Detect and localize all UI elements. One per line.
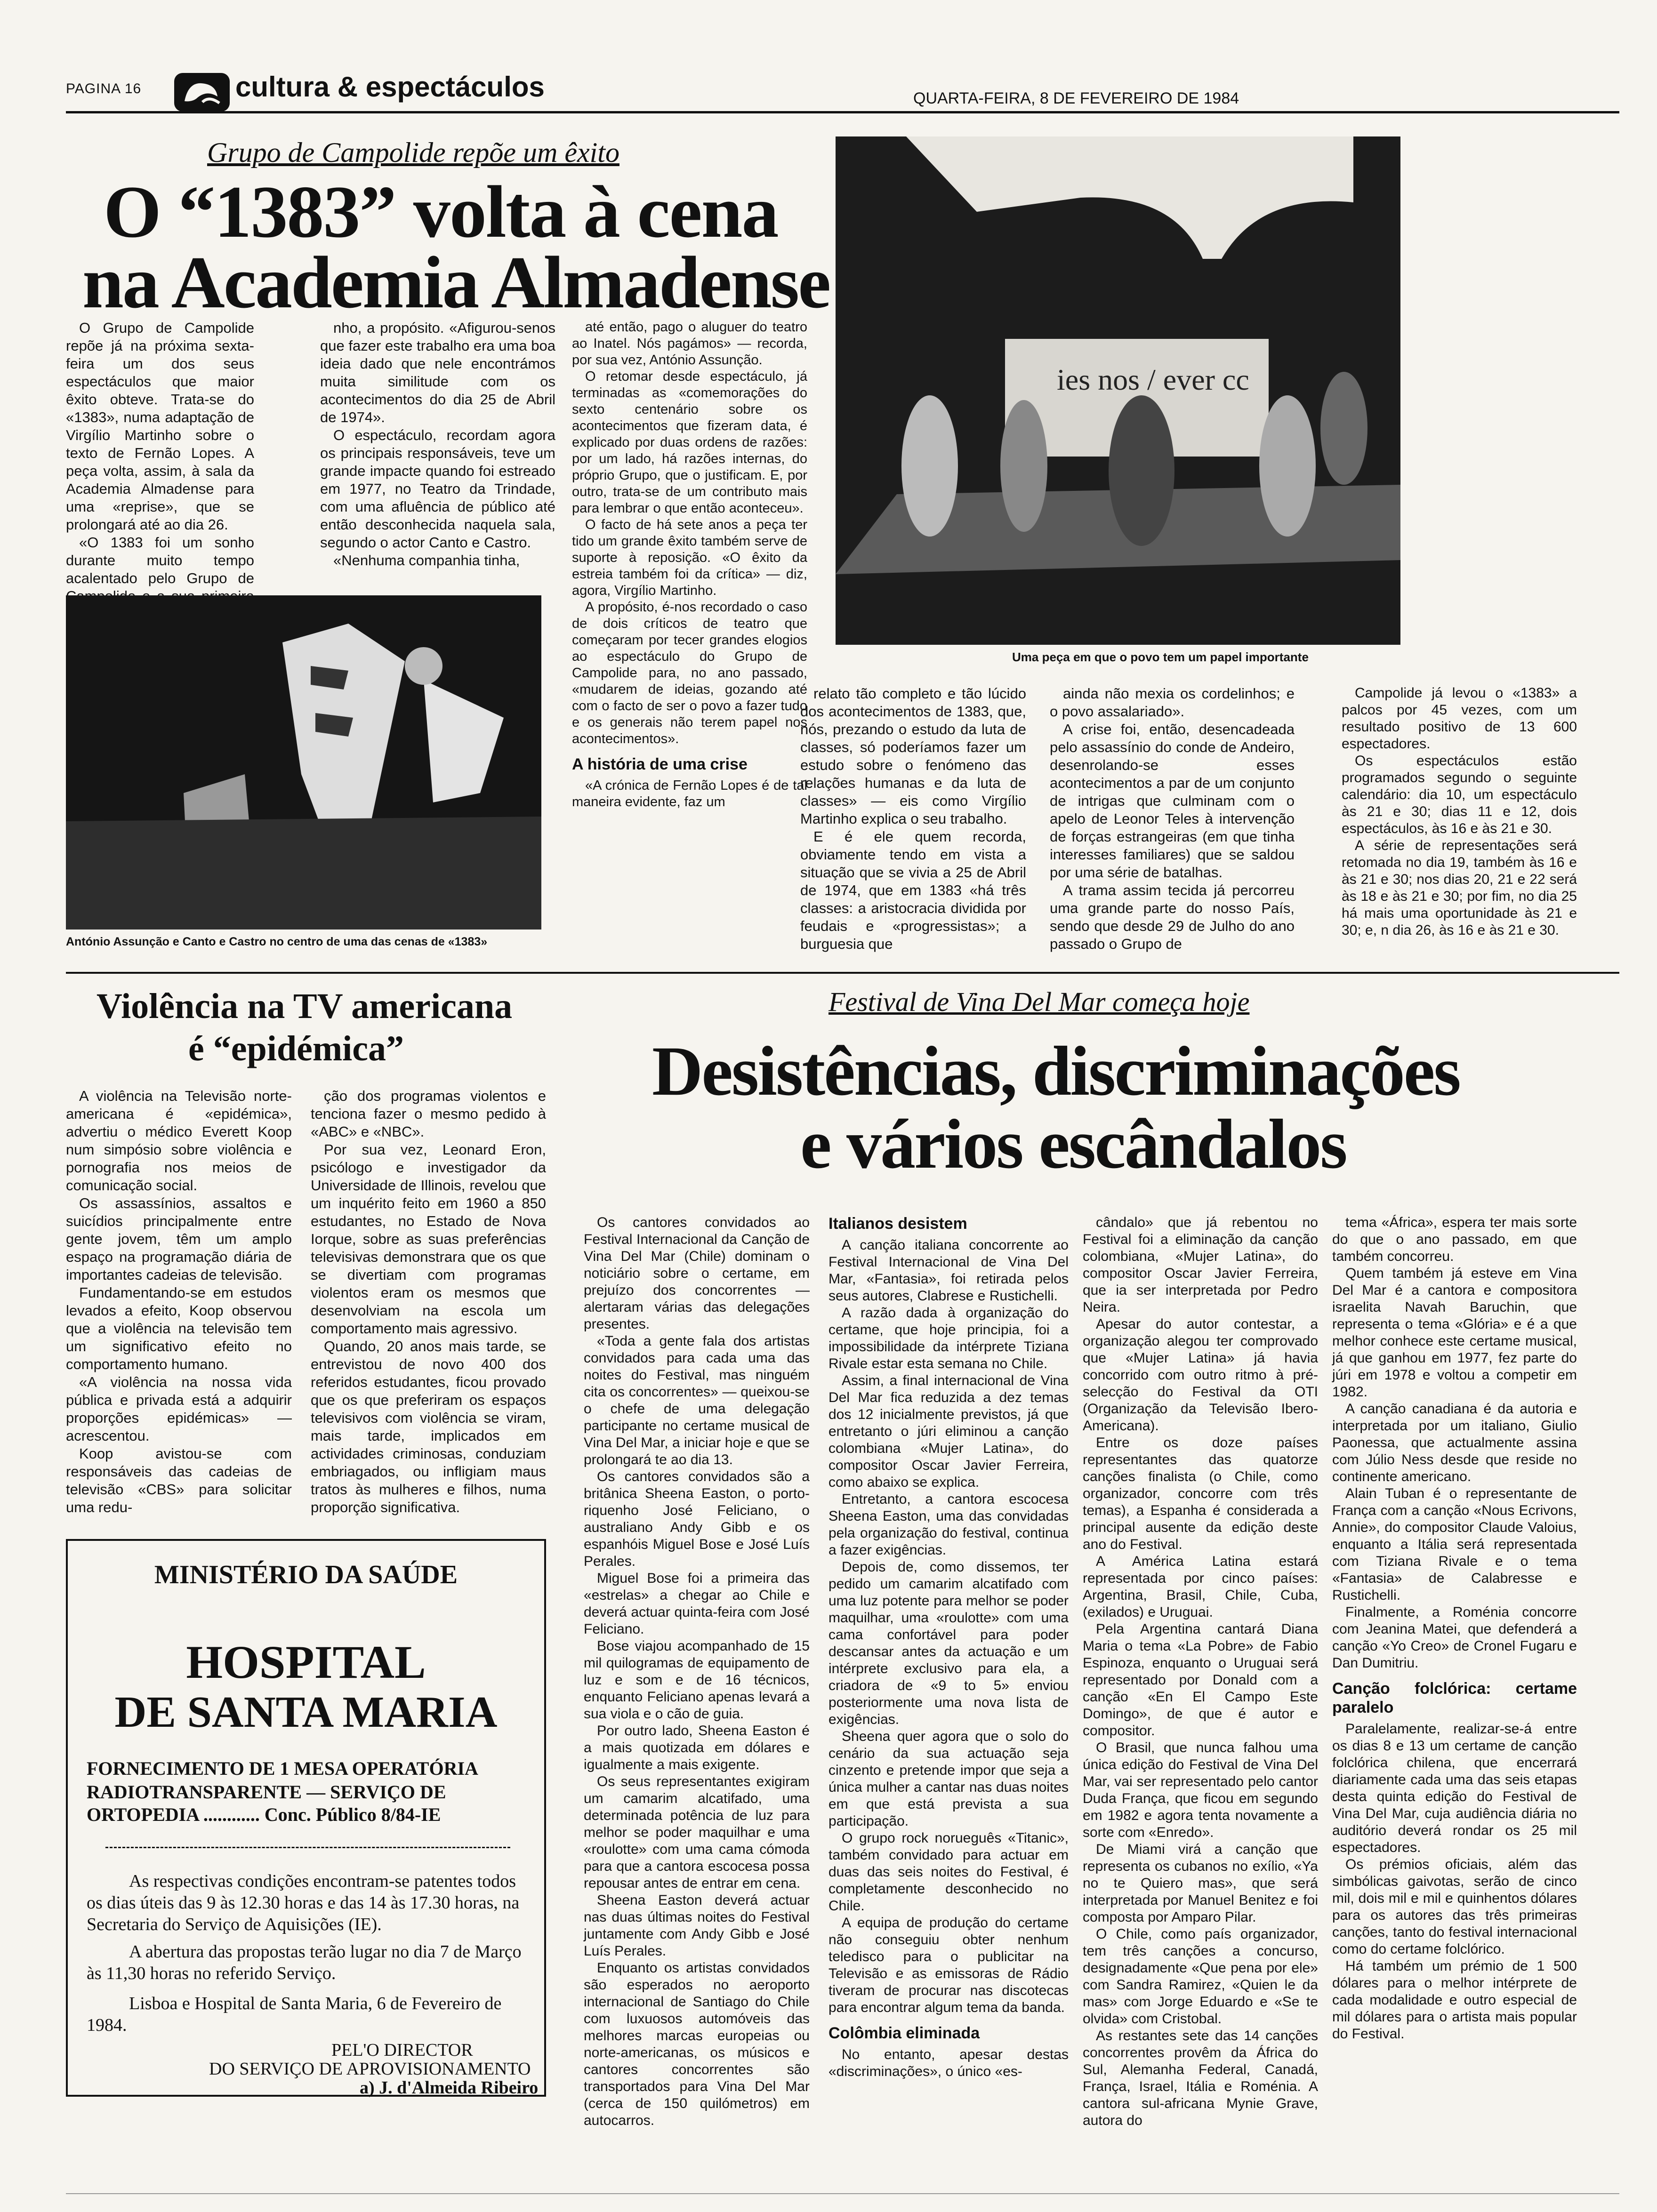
paragraph: A canção canadiana é da autoria e interpretada por um italiano, Giulio Paonessa, que actualmente assina com Júlio Ness desde que reside no continente americano. [1332,1401,1577,1484]
paragraph: Quem também já esteve em Vina Del Mar é a cantora e compositora israelita Navah Baruchin, que representa o tema «Glória» e é a que melhor conhece este certame musical, já que ganhou em 1977, fez parte do júri em 1978 e voltou a competir em 1982. [1332,1266,1577,1400]
issue-date: QUARTA-FEIRA, 8 DE FEVEREIRO DE 1984 [913,89,1239,107]
ad-hospital-line2: DE SANTA MARIA [114,1688,498,1737]
article1-column-5 [1050,685,1295,953]
paragraph: Campolide já levou o «1383» a palcos por 45 vezes, com um resultado positivo de 13 600 espectadores. [1342,685,1577,752]
paragraph: A propósito, é-nos recordado o caso de dois críticos de teatro que começaram por tecer grandes elogios ao espectáculo do Grupo de Campolide para, no ano passado, «mudarem de ideias, gozando até com o facto de ser o povo a fazer tudo e os generais não terem papel nos acontecimentos». [572,600,807,746]
header-rule [66,111,1619,113]
paragraph: Os espectáculos estão programados segundo o seguinte calendário: dia 10, um espectáculo às 21 e 30; dias 11 e 12, dois espectáculos, às 16 e às 21 e 30. [1342,753,1577,836]
paragraph: Entretanto, a cantora escocesa Sheena Easton, uma das convidadas pela organização do festival, continua a fazer exigências. [828,1491,1069,1558]
ad-place-date: Lisboa e Hospital de Santa Maria, 6 de Fevereiro de 1984. [87,1994,502,2035]
newspaper-logo-icon [174,73,230,112]
paragraph: A América Latina estará representada por cinco países: Argentina, Brasil, Chile, Cuba, (exilados) e Uruguai. [1083,1554,1318,1620]
article3-column-2 [828,1214,1069,2080]
paragraph: Pela Argentina cantará Diana Maria o tema «La Pobre» de Fabio Espinoza, enquanto o Uruguai será representado por Donald com a canção «En El Campo Este Domingo», de que é autor e compositor. [1083,1621,1318,1739]
paragraph: Enquanto os artistas convidados são esperados no aeroporto internacional de Santiago do Chile com luxuosos automóveis das melhores marcas europeias ou norte-americanas, os músicos e cantores concorrentes são transportados para Vina Del Mar (cerca de 150 quilómetros) em autocarros. [584,1960,810,2128]
paragraph: O espectáculo, recordam agora os principais responsáveis, teve um grande impacte quando foi estreado em 1977, no Teatro da Trindade, com uma afluência de público até então desconhecida naquela sala, segundo o actor Canto e Castro. [320,427,555,551]
ad-line2: RADIOTRANSPARENTE — SERVIÇO DE ORTOPEDIA ............ Conc. Público 8/84-IE [87,1781,446,1825]
article3-subhead-1: Italianos desistem [828,1215,967,1233]
photo-sign-text: ies nos / ever cc [1057,363,1249,396]
paragraph: Sheena Easton deverá actuar nas duas últimas noites do Festival juntamente com Andy Gibb e José Luís Perales. [584,1892,810,1959]
article1-column-4 [800,685,1026,953]
article2-column-2 [311,1087,546,1516]
article3-subhead-3: Canção folclórica: certame paralelo [1332,1680,1577,1716]
paragraph: A violência na Televisão norte-americana é «epidémica», advertiu o médico Everett Koop num simpósio sobre violência e pornografia nos meios de comunicação social. [66,1088,292,1194]
paragraph: «A crónica de Fernão Lopes é de tal maneira evidente, faz um [572,778,807,809]
paragraph: até então, pago o aluguer do teatro ao Inatel. Nós pagámos» — recorda, por sua vez, António Assunção. [572,320,807,368]
hospital-ad-box [66,1539,546,2097]
ad-signature-2: DO SERVIÇO DE APROVISIONAMENTO [209,2059,531,2079]
paragraph: Os seus representantes exigiram um camarim alcatifado, uma determinada potência de luz para melhor se poder maquilhar e uma «roulotte» com uma cama cómoda para que a cantora escocesa possa repousar antes de entrar em cena. [584,1774,810,1891]
paragraph: A razão dada à organização do certame, que hoje principia, foi a impossibilidade da intérprete Tiziana Rivale estar esta semana no Chile. [828,1305,1069,1371]
paragraph: Bose viajou acompanhado de 15 mil quilogramas de equipamento de luz e som e de 16 técnicos, enquanto Feliciano apenas levará a sua viola e o cão de guia. [584,1638,810,1722]
paragraph: Koop avistou-se com responsáveis das cadeias de televisão «CBS» para solicitar uma redu- [66,1445,292,1515]
paragraph: Os cantores convidados ao Festival Internacional da Canção de Vina Del Mar (Chile) dominam o noticiário sobre o certame, em prejuízo dos concorrentes — alertaram várias das delegações presentes. [584,1215,810,1332]
paragraph: De Miami virá a canção que representa os cubanos no exílio, «Ya no te Quiero mas», que será interpretada por Manuel Benitez e foi composta por Amparo Pilar. [1083,1842,1318,1925]
paragraph: A equipa de produção do certame não conseguiu obter nenhum teledisco para o publicitar na Televisão e as emissoras de Rádio tiveram de procurar nas discotecas para encontrar algum tema da banda. [828,1915,1069,2015]
paragraph: O Brasil, que nunca falhou uma única edição do Festival de Vina Del Mar, vai ser representado pelo cantor Duda França, que ficou em segundo em 1982 e agora tenta novamente a sorte com «Enredo». [1083,1740,1318,1840]
stage-photo-left [66,595,541,930]
paragraph: nho, a propósito. «Afigurou-senos que fazer este trabalho era uma boa ideia dado que nele encontrámos muita similitude com os acontecimentos do dia 25 de Abril de 1974». [320,320,555,425]
ad-divider [105,1847,510,1848]
article1-column-2 [320,319,555,569]
photo-top-caption: Uma peça em que o povo tem um papel importante [1012,650,1309,664]
paragraph: O retomar desde espectáculo, já terminadas as «comemorações do sexto centenário sobre os acontecimentos que fizeram data, é explicado por duas ordens de razões: por um lado, há razões internas, do próprio Grupo, que o justificam. E, por outro, trata-se de um contributo mais para lembrar o que então aconteceu». [572,369,807,516]
paragraph: tema «África», espera ter mais sorte do que o ano passado, em que também concorreu. [1332,1215,1577,1264]
paragraph: relato tão completo e tão lúcido dos acontecimentos de 1383, que, nós, prezando o estudo da luta de classes, só poderíamos fazer um estudo sobre o fenómeno das relações humanas e da luta de classes» — eis como Virgílio Martinho explica o seu trabalho. [800,685,1026,827]
article2-title-line2: é “epidémica” [188,1029,404,1068]
article1-title-line1: O “1383” volta à cena [104,171,778,253]
paragraph: Por outro lado, Sheena Easton é a mais quotizada em dólares e igualmente a mais exigente. [584,1723,810,1772]
paragraph: Os prémios oficiais, além das simbólicas gaivotas, serão de cinco mil, dois mil e mil e quinhentos dólares para os autores das três primeiras canções, tanto do festival internacional como do certame folclórico. [1332,1857,1577,1957]
paragraph: Quando, 20 anos mais tarde, se entrevistou de novo 400 dos referidos estudantes, ficou provado que os que preferiram os espaços televisivos com violência se viram, mais tarde, implicados em actividades criminosas, conduziam embriagados, ou infligiam maus tratos às mulheres e filhos, numa proporção significativa. [311,1338,546,1515]
paragraph: Depois de, como dissemos, ter pedido um camarim alcatifado com uma luz potente para melhor se poder maquilhar, uma «roulotte» com uma cama confortável para poder descansar antes da actuação e um intérprete exclusivo para ela, a criadora de «9 to 5» enviou posteriormente uma nova lista de exigências. [828,1559,1069,1727]
paragraph: «Nenhuma companhia tinha, [333,552,520,569]
paragraph: O facto de há sete anos a peça ter tido um grande êxito também serve de suporte à reposição. «O êxito da estreia também foi da crítica» — diz, agora, Virgílio Martinho. [572,517,807,598]
paragraph: Por sua vez, Leonard Eron, psicólogo e investigador da Universidade de Illinois, revelou que um inquérito feito em 1960 a 850 estudantes, no Estado de Nova Iorque, sobre as suas preferências televisivas demonstrara que os que se divertiam com programas violentos eram os mesmos que desenvolviam na escola um comportamento mais agressivo. [311,1141,546,1337]
article3-column-1 [584,1214,810,2129]
paragraph: O grupo rock norueguês «Titanic», também convidado para actuar em duas das seis noites do Festival, é completamente desconhecido no Chile. [828,1830,1069,1914]
ad-signature-3: a) J. d'Almeida Ribeiro [360,2078,539,2098]
paragraph: A canção italiana concorrente ao Festival Internacional de Vina Del Mar, «Fantasia», foi retirada pelos seus autores, Clabrese e Rustichelli. [828,1237,1069,1304]
article1-title-line2: na Academia Almadense [82,241,830,324]
paragraph: Assim, a final internacional de Vina Del Mar fica reduzida a dez temas dos 12 inicialmente previstos, já que entretanto o júri eliminou a canção colombiana «Mujer Latina», do compositor Oscar Javier Ferreira, como abaixo se explica. [828,1373,1069,1490]
paragraph: Entre os doze países representantes das quatorze canções finalista (o Chile, como organizador, concorre com três temas), a Espanha é considerada a principal ausente da edição deste ano do Festival. [1083,1435,1318,1552]
paragraph: A trama assim tecida já percorreu uma grande parte do nosso País, sendo que desde 29 de Julho do ano passado o Grupo de [1050,882,1295,952]
paragraph: Fundamentando-se em estudos levados a efeito, Koop observou que a violência na televisão tem um significativo efeito no comportamento humano. [66,1284,292,1372]
article2-title-line1: Violência na TV americana [97,986,513,1026]
paragraph: «Toda a gente fala dos artistas convidados para cada uma das noites do Festival, mas ninguém cita os concorrentes» — queixou-se o chefe de uma delegação participante no certame musical de Vina Del Mar, a iniciar hoje e que se prolongará te ao dia 13. [584,1333,810,1467]
paragraph: Os cantores convidados são a britânica Sheena Easton, o porto-riquenho José Feliciano, o australiano Andy Gibb e os espanhóis Miguel Bose e José Luís Perales. [584,1469,810,1569]
ad-signature-1: PEL'O DIRECTOR [331,2040,473,2060]
ad-hospital-line1: HOSPITAL [186,1636,426,1688]
paragraph: Paralelamente, realizar-se-á entre os dias 8 e 13 um certame de canção folclórica chilena, que encerrará diariamente cada uma das seis etapas desta quinta edição do Festival de Vina Del Mar, cuja audiência diária no auditório deverá rondar os 25 mil espectadores. [1332,1721,1577,1855]
article3-title-line1: Desistências, discriminações [652,1032,1460,1110]
paragraph: Apesar do autor contestar, a organização alegou ter comprovado que «Mujer Latina» já havia concorrido com outro ritmo à pré-selecção do Festival da OTI (Organização da Televisão Ibero-Americana). [1083,1316,1318,1434]
paragraph: O Chile, como país organizador, tem três canções a concurso, designadamente «Que pena por ele» com Sandra Ramirez, «Quien le da mas» com Jorge Eduardo e «Se te olvida» com Cristobal. [1083,1926,1318,2027]
paragraph: Os assassínios, assaltos e suicídios principalmente entre gente jovem, têm um amplo espaço na programação diária de importantes cadeias de televisão. [66,1195,292,1283]
paragraph: ção dos programas violentos e tenciona fazer o mesmo pedido à «ABC» e «NBC». [311,1088,546,1140]
ad-para2: A abertura das propostas terão lugar no dia 7 de Março às 11,30 horas no referido Serviço. [87,1942,522,1983]
paragraph: O Grupo de Campolide repõe já na próxima sexta-feira um dos seus espectáculos que maior êxito obteve. Trata-se do «1383», numa adaptação de Virgílio Martinho sobre o texto de Fernão Lopes. A peça volta, assim, à sala da Academia Almadense para uma «reprise», que se prolongará até ao dia 26. [66,320,254,533]
paragraph: Miguel Bose foi a primeira das «estrelas» a chegar ao Chile e deverá actuar quinta-feira com José Feliciano. [584,1571,810,1637]
stage-photo-top [836,136,1400,645]
photo-left-caption: António Assunção e Canto e Castro no centro de uma das cenas de «1383» [66,935,488,948]
article1-column-3 [572,319,807,810]
article1-column-6 [1342,685,1577,939]
article3-subhead-2: Colômbia eliminada [828,2024,980,2042]
paragraph: cândalo» que já rebentou no Festival foi a eliminação da canção colombiana, «Mujer Latina», do compositor Oscar Javier Ferreira, que ia ser interpretada por Pedro Neira. [1083,1215,1318,1315]
paragraph: No entanto, apesar destas «discriminações», o único «es- [828,2047,1069,2079]
section-divider [66,972,1619,974]
paragraph: ainda não mexia os cordelinhos; e o povo assalariado». [1050,685,1295,720]
footer-rule [66,2193,1619,2194]
paragraph: Há também um prémio de 1 500 dólares para o melhor intérprete de cada modalidade e outro especial de mil dólares para o artista mais popular do Festival. [1332,1958,1577,2042]
paragraph: E é ele quem recorda, obviamente tendo em vista a situação que se vivia a 25 de Abril de 1974, que em 1383 «há três classes: a aristocracia dividida por feudais e «progressistas»; a burguesia que [800,828,1026,952]
paragraph: A crise foi, então, desencadeada pelo assassínio do conde de Andeiro, desenrolando-se esses acontecimentos a par de um conjunto de intrigas que culminam com o apelo de Leonor Teles à intervenção de forças estrangeiras (em que tinha interesses familiares) que se saldou por uma série de batalhas. [1050,721,1295,881]
article3-column-4 [1332,1214,1577,2043]
section-title: cultura & espectáculos [235,71,545,103]
paragraph: As restantes sete das 14 canções concorrentes provêm da África do Sul, Alemanha Federal, Canadá, França, Israel, Itália e Roménia. A cantora sul-africana Mynie Grave, autora do [1083,2028,1318,2128]
article3-column-3 [1083,1214,1318,2129]
article3-kicker: Festival de Vina Del Mar começa hoje [828,986,1250,1017]
paragraph: A série de representações será retomada no dia 19, também às 16 e às 21 e 30; nos dias 20, 21 e 22 será às 18 e às 21 e 30; por fim, no dia 25 há mais uma oportunidade às 21 e 30; e, n dia 26, às 16 e às 21 e 30. [1342,838,1577,938]
paragraph: Finalmente, a Roménia concorre com Jeanina Matei, que defenderá a canção «Yo Creo» de Cronel Fugaru e Dan Dumitriu. [1332,1604,1577,1671]
article1-subhead: A história de uma crise [572,755,748,773]
paragraph: «O 1383 foi um sonho durante muito tempo acalentado pelo Grupo de [66,534,254,586]
paragraph: Sheena quer agora que o solo do cenário da sua actuação seja cinzento e pretende impor que seja a única mulher a cantar nas duas noites em que está prevista a sua participação. [828,1729,1069,1829]
article3-title-line2: e vários escândalos [800,1105,1346,1183]
page-number: PAGINA 16 [66,81,142,96]
article1-kicker: Grupo de Campolide repõe um êxito [207,137,619,168]
ad-para1: As respectivas condições encontram-se patentes todos os dias úteis das 9 às 12.30 horas e das 14 às 17.30 horas, na Secretaria do Serviço de Aquisições (IE). [87,1871,520,1934]
ad-ministry: MINISTÉRIO DA SAÚDE [154,1560,458,1589]
paragraph: Alain Tuban é o representante de França com a canção «Nous Ecrivons, Annie», do compositor Claude Valoius, enquanto a Itália será representada com Tiziana Rivale e o tema «Fantasia» de Calabresse e Rustichelli. [1332,1486,1577,1603]
paragraph: «A violência na nossa vida pública e privada está a adquirir proporções epidémicas» — acrescentou. [66,1374,292,1444]
ad-line1: FORNECIMENTO DE 1 MESA OPERATÓRIA [87,1758,478,1779]
article2-column-1 [66,1087,292,1516]
